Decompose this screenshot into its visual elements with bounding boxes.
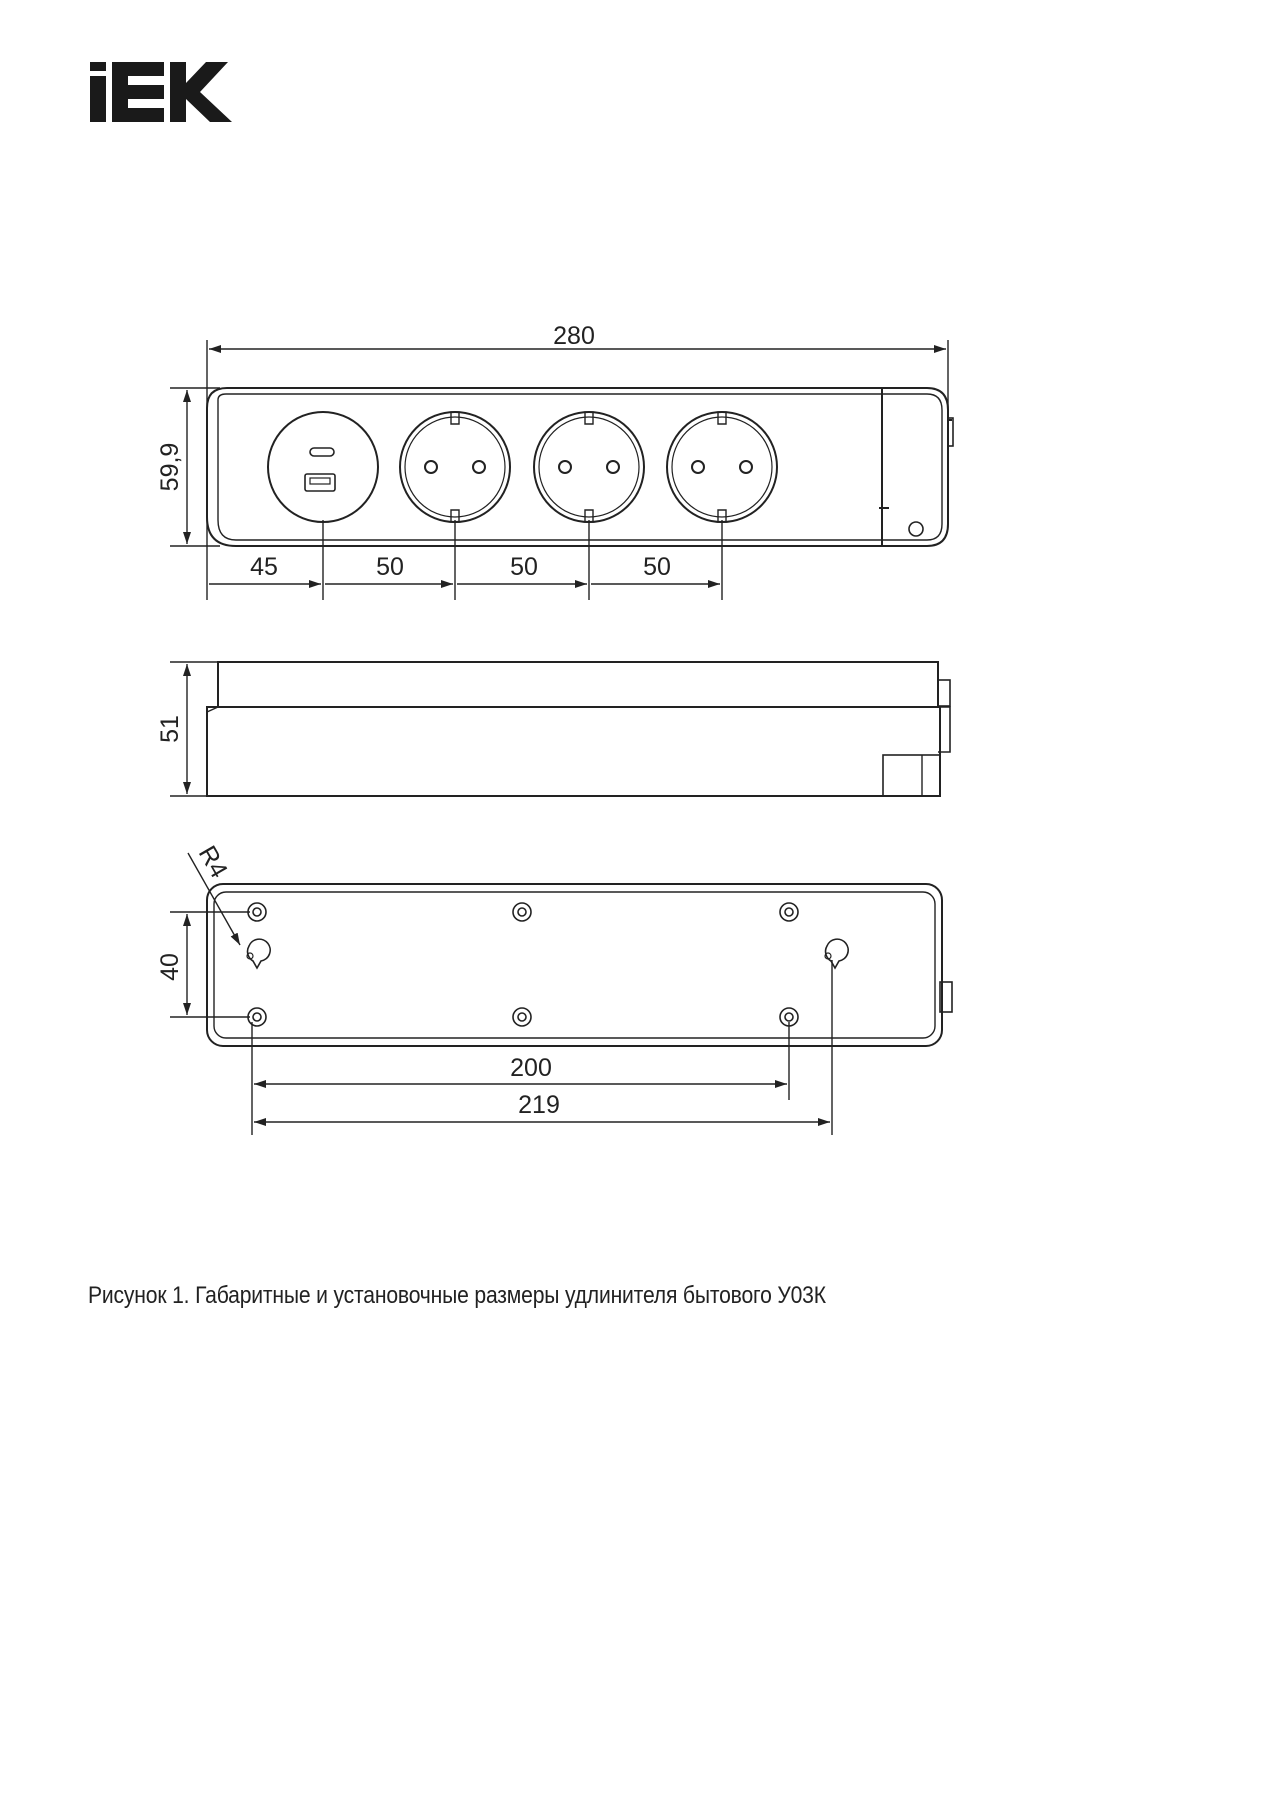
bottom-view [207, 884, 952, 1046]
socket-3 [667, 412, 777, 522]
dim-hole-spacing: 219 [518, 1091, 560, 1119]
dim-side-height: 51 [156, 715, 184, 743]
dim-spacing-2: 50 [510, 553, 538, 581]
side-view [207, 662, 950, 796]
dim-spacing-first: 45 [250, 553, 278, 581]
dim-mount-height: 40 [156, 953, 184, 981]
bottom-dimension-lines [170, 853, 832, 1135]
dim-spacing-1: 50 [376, 553, 404, 581]
screw [248, 903, 798, 1026]
dim-front-height: 59,9 [156, 442, 184, 492]
figure-caption: Рисунок 1. Габаритные и установочные размеры удлинителя бытового У03К [88, 1282, 826, 1309]
dim-overall-length: 280 [553, 322, 595, 350]
socket-1 [400, 412, 510, 522]
dim-corner-radius: R4 [192, 841, 234, 883]
front-view [207, 388, 953, 546]
dim-screw-spacing: 200 [510, 1054, 552, 1082]
usb-module [268, 412, 378, 522]
socket-2 [534, 412, 644, 522]
dim-spacing-3: 50 [643, 553, 671, 581]
